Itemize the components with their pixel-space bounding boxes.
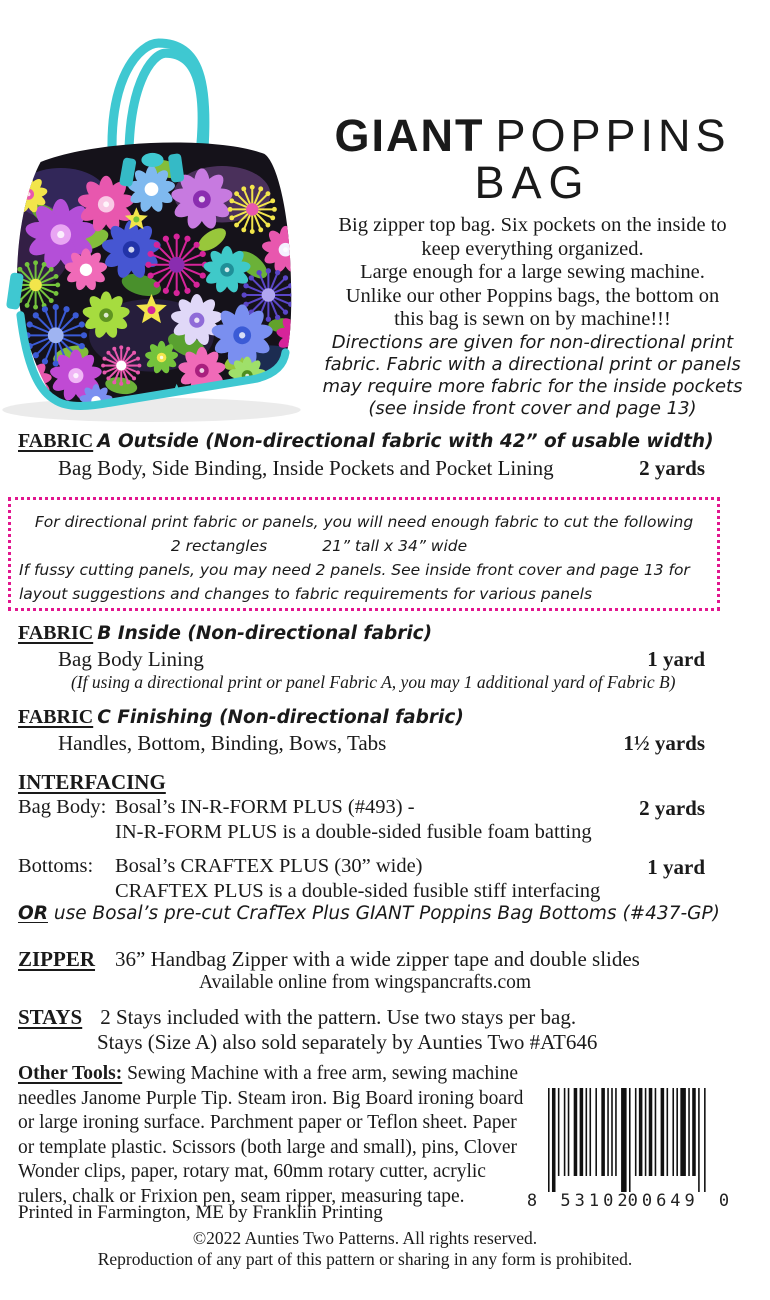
directions-note [295, 332, 770, 420]
other-tools-section [18, 1062, 532, 1209]
stays-sub: Stays (Size A) also sold separately by Aunties Two #AT646 [97, 1030, 598, 1054]
stays-heading: STAYS [18, 1005, 83, 1029]
panel-note-rectangles: 2 rectangles [170, 537, 268, 555]
barcode-left-digit: 8 [526, 1191, 538, 1211]
fabric-a-qty: 2 yards [639, 456, 705, 480]
fabric-c-item: Handles, Bottom, Binding, Bows, Tabs [58, 731, 387, 755]
fabric-a-item: Bag Body, Side Binding, Inside Pockets and Pocket Lining [58, 456, 554, 480]
fabric-b-note: (If using a directional print or panel Fabric A, you may 1 additional yard of Fabric B) [71, 672, 676, 692]
zipper-text: 36” Handbag Zipper with a wide zipper tape and double slides [115, 947, 640, 971]
fabric-a-title: A Outside (Non-directional fabric with 42” of usable width) [97, 431, 714, 452]
panel-note-line4: layout suggestions and changes to fabric requirements for various panels [19, 585, 593, 603]
intro-line: Big zipper top bag. Six pockets on the inside to [338, 214, 727, 236]
directions-line: Directions are given for non-directional print [331, 331, 734, 353]
interfacing-row1 [18, 796, 770, 819]
interfacing-heading: INTERFACING [18, 770, 166, 794]
header [295, 112, 770, 420]
barcode-right-digit: 0 [718, 1191, 730, 1211]
fabric-b-qty: 1 yard [647, 647, 705, 671]
fabric-b-section [18, 622, 770, 645]
directional-panel-note-box [8, 497, 720, 611]
interfacing-row2-label: Bottoms: [18, 855, 94, 877]
barcode-group1: 53102 [560, 1191, 632, 1211]
fabric-c-title: C Finishing (Non-directional fabric) [97, 707, 464, 728]
fabric-a-label: FABRIC [18, 430, 94, 452]
intro-text [295, 214, 770, 332]
fabric-c-row [18, 731, 770, 756]
bag-photo [0, 33, 308, 423]
interfacing-row1-sub: IN-R-FORM PLUS is a double-sided fusible foam batting [115, 821, 592, 843]
fabric-b-label: FABRIC [18, 622, 94, 644]
panel-note-size: 21” tall x 34” wide [322, 537, 468, 555]
panel-note-line3: If fussy cutting panels, you may need 2 panels. See inside front cover and page 13 for [19, 561, 690, 579]
zipper-heading: ZIPPER [18, 947, 96, 971]
intro-line: Large enough for a large sewing machine. [360, 261, 705, 283]
directions-line: (see inside front cover and page 13) [368, 397, 697, 419]
page-title-line2: BAG [474, 157, 591, 208]
interfacing-row1-text: Bosal’s IN-R-FORM PLUS (#493) - [115, 796, 415, 818]
fabric-c-label: FABRIC [18, 706, 94, 728]
copyright-line: ©2022 Aunties Two Patterns. All rights reserved. [192, 1228, 538, 1248]
interfacing-row2-sub: CRAFTEX PLUS is a double-sided fusible stiff interfacing [115, 880, 601, 902]
intro-line: Unlike our other Poppins bags, the bottom on [345, 284, 720, 307]
fabric-b-item: Bag Body Lining [58, 647, 204, 671]
title-word-poppins: POPPINS [495, 110, 731, 161]
fabric-b-title: B Inside (Non-directional fabric) [97, 623, 433, 644]
interfacing-row2 [18, 855, 770, 878]
directions-line: fabric. Fabric with a directional print or panels [324, 353, 741, 375]
interfacing-or-line [18, 903, 770, 924]
directions-line: may require more fabric for the inside pockets [322, 375, 743, 397]
intro-line: this bag is sewn on by machine!!! [394, 308, 671, 330]
panel-note-line1: For directional print fabric or panels, you will need enough fabric to cut the following [34, 513, 694, 531]
title-word-giant: GIANT [334, 110, 485, 161]
stays-text: 2 Stays included with the pattern. Use two stays per bag. [100, 1005, 577, 1029]
barcode-group2: 00649 [627, 1191, 699, 1211]
or-word: OR [18, 903, 48, 924]
title-space [484, 110, 495, 161]
fabric-c-section [18, 706, 770, 729]
interfacing-row1-label: Bag Body: [18, 796, 107, 818]
fabric-a-section [18, 430, 770, 453]
interfacing-row2-text: Bosal’s CRAFTEX PLUS (30” wide) [115, 855, 423, 877]
barcode-bars [548, 1088, 706, 1192]
reproduction-line: Reproduction of any part of this pattern or sharing in any form is prohibited. [97, 1249, 633, 1269]
intro-line: keep everything organized. [421, 237, 644, 260]
upc-barcode [518, 1080, 768, 1214]
interfacing-row2-qty: 1 yard [647, 855, 705, 879]
or-rest: use Bosal’s pre-cut CrafTex Plus GIANT Poppins Bag Bottoms (#437-GP) [53, 903, 720, 924]
fabric-b-row [18, 647, 770, 672]
other-tools-heading: Other Tools: [18, 1063, 123, 1084]
fabric-a-row [18, 456, 770, 481]
stays-section [18, 1005, 770, 1030]
fabric-c-qty: 1½ yards [623, 731, 705, 755]
bag-shadow [2, 398, 300, 422]
panel-note-line2 [0, 534, 664, 558]
other-tools-text: Sewing Machine with a free arm, sewing machine needles Janome Purple Tip. Steam iron. Big Board ironing board or large ironing surface. Parchment paper or Teflon sheet. Paper or template plastic. Scissors (both large and small), pins, Clover Wonder clips, paper, rotary mat, 60mm rotary cutter, acrylic rulers, chalk or Frixion pen, seam ripper, measuring tape. [18, 1063, 524, 1207]
zipper-section [18, 947, 770, 972]
page-title-line1 [295, 112, 770, 160]
interfacing-row1-qty: 2 yards [639, 796, 705, 820]
zipper-sub: Available online from wingspancrafts.com [198, 972, 532, 993]
printed-line: Printed in Farmington, ME by Franklin Printing [18, 1202, 383, 1223]
